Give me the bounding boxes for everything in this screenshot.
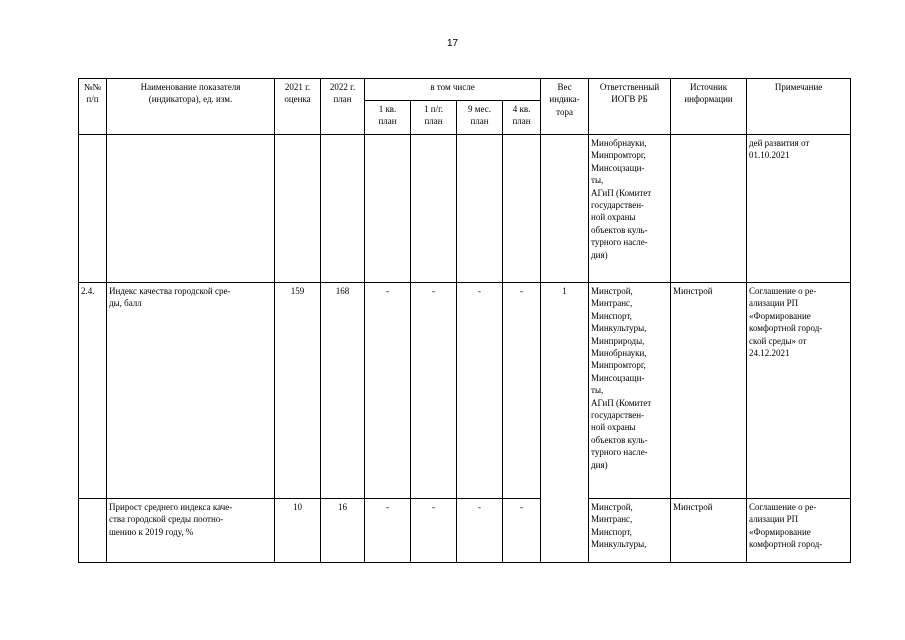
cell-note: дей развития от 01.10.2021: [747, 135, 851, 283]
cell-name: [107, 135, 275, 283]
cell-num: [79, 499, 107, 563]
cell-plan-2022: 16: [321, 499, 365, 563]
header-num: №№ п/п: [79, 79, 107, 135]
cell-source: Минстрой: [671, 283, 747, 499]
cell-plan-2022: [321, 135, 365, 283]
cell-source: [671, 135, 747, 283]
header-q4: 4 кв. план: [503, 101, 541, 135]
cell-est-2021: 159: [275, 283, 321, 499]
cell-responsible: Минстрой, Минтранс, Минспорт, Минкультуры,: [589, 499, 671, 563]
cell-responsible: Минобрнауки, Минпромторг, Минсоцзащи- ты, АГиП (Комитет государствен- ной охраны объектов куль- турного насле- дия): [589, 135, 671, 283]
cell-note: Соглашение о ре- ализации РП «Формирование комфортной город-: [747, 499, 851, 563]
cell-9m: -: [457, 283, 503, 499]
cell-est-2021: 10: [275, 499, 321, 563]
cell-q4: -: [503, 283, 541, 499]
cell-h1: -: [411, 499, 457, 563]
table-row: [79, 499, 851, 563]
page-number: 17: [446, 38, 459, 49]
table-row: [79, 135, 851, 283]
header-est-2021: 2021 г. оценка: [275, 79, 321, 135]
cell-num: [79, 135, 107, 283]
cell-name: Прирост среднего индекса каче- ства городской среды поотно- шению к 2019 году, %: [107, 499, 275, 563]
cell-9m: -: [457, 499, 503, 563]
header-source: Источник информации: [671, 79, 747, 135]
cell-note: Соглашение о ре- ализации РП «Формирование комфортной город- ской среды» от 24.12.2021: [747, 283, 851, 499]
header-row-top: [79, 79, 851, 101]
cell-plan-2022: 168: [321, 283, 365, 499]
header-including: в том числе: [365, 79, 541, 101]
cell-h1: [411, 135, 457, 283]
cell-responsible: Минстрой, Минтранс, Минспорт, Минкультуры, Минприроды, Минобрнауки, Минпромторг, Минсоцзащи- ты, АГиП (Комитет государствен- ной охраны объектов куль- турного насле- дия): [589, 283, 671, 499]
header-9m: 9 мес. план: [457, 101, 503, 135]
cell-q1: -: [365, 499, 411, 563]
header-q1: 1 кв. план: [365, 101, 411, 135]
cell-9m: [457, 135, 503, 283]
table-row: [79, 283, 851, 499]
cell-h1: -: [411, 283, 457, 499]
cell-est-2021: [275, 135, 321, 283]
header-h1: 1 п/г. план: [411, 101, 457, 135]
cell-q4: -: [503, 499, 541, 563]
cell-num: 2.4.: [79, 283, 107, 499]
cell-weight: 1: [541, 283, 589, 563]
cell-name: Индекс качества городской сре- ды, балл: [107, 283, 275, 499]
header-plan-2022: 2022 г. план: [321, 79, 365, 135]
header-responsible: Ответственный ИОГВ РБ: [589, 79, 671, 135]
cell-weight: [541, 135, 589, 283]
header-name: Наименование показателя (индикатора), ед. изм.: [107, 79, 275, 135]
header-note: Примечание: [747, 79, 851, 135]
cell-source: Минстрой: [671, 499, 747, 563]
cell-q1: -: [365, 283, 411, 499]
cell-q4: [503, 135, 541, 283]
cell-q1: [365, 135, 411, 283]
indicators-table: [78, 78, 851, 563]
header-weight: Вес индика- тора: [541, 79, 589, 135]
